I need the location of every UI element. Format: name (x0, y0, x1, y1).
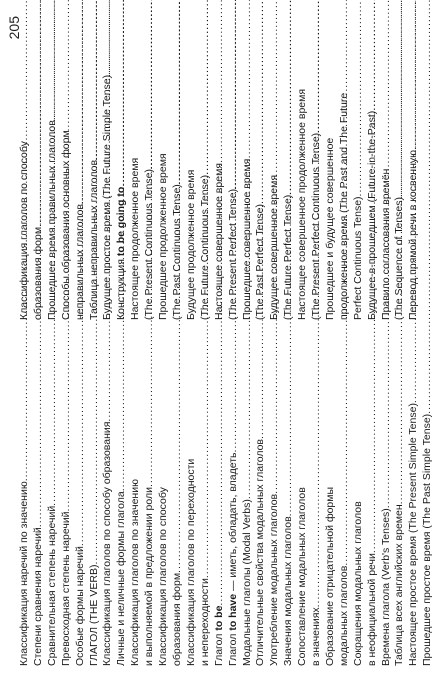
toc-entry (282, 366, 296, 666)
toc-entry-line (143, 20, 157, 320)
toc-entry-title: Образование отрицательной формы (323, 486, 336, 666)
dot-leader (310, 0, 324, 133)
toc-entry (393, 366, 407, 666)
toc-entry-title: Прошедшее простое время (The Past Simple Tense) (421, 413, 434, 666)
toc-entry (366, 20, 380, 320)
toc-entry-title: Прошедшее продолженное время (157, 153, 170, 320)
toc-entry-title: (The Sequence of Tenses) (393, 197, 406, 320)
toc-entry-line (241, 366, 255, 666)
toc-entry-line (157, 20, 171, 320)
toc-entry (241, 20, 269, 320)
toc-entry-title: Отличительные свойства модальных глаголов (254, 439, 267, 666)
toc-entry (324, 366, 352, 666)
toc-entry-line (227, 20, 241, 320)
toc-entry-line (199, 366, 213, 666)
toc-entry (296, 20, 324, 320)
toc-entry (296, 366, 324, 666)
dot-leader (88, 0, 102, 160)
toc-entry-title: образования форм (31, 226, 44, 320)
toc-entry-line (324, 20, 338, 320)
toc-entry (101, 20, 115, 320)
toc-entry-title: в неофициальной речи (365, 553, 378, 666)
toc-entry-line (366, 366, 380, 666)
toc-entry-line (227, 366, 241, 666)
dot-leader (199, 0, 213, 175)
toc-entry-title: Будущее продолженное время (184, 169, 197, 320)
toc-entry (129, 20, 157, 320)
toc-entry-line (338, 366, 352, 666)
toc-entry-line (88, 20, 102, 320)
toc-entry-line (185, 20, 199, 320)
toc-entry (421, 366, 435, 666)
toc-entry-title: Классификация глаголов по способу образования (101, 421, 114, 666)
toc-entry-line (74, 20, 88, 320)
toc-entry (157, 366, 185, 666)
toc-entry-title: Сопоставление модальных глаголов (296, 487, 309, 666)
toc-entry (74, 366, 88, 666)
toc-entry (88, 366, 102, 666)
toc-entry-title: Настоящее продолженное время (129, 157, 142, 320)
toc-entry-line (310, 20, 324, 320)
toc-entry-title: Настоящее простое время (The Present Simple Tense) (407, 403, 420, 666)
toc-entry-line (157, 366, 171, 666)
toc-entry-line (338, 20, 352, 320)
toc-entry (268, 366, 282, 666)
toc-entry-title: Классификация наречий по значению (18, 481, 30, 666)
toc-entry-title: и выполняемой в предложении роли (143, 487, 156, 666)
dot-leader (366, 0, 380, 111)
toc-entry-title: (The Present Perfect Continuous Tense) (310, 132, 323, 320)
toc-entry (32, 366, 46, 666)
toc-entry-line (324, 366, 338, 666)
toc-entry-line (129, 20, 143, 320)
toc-entry (18, 366, 32, 666)
toc-entry-title: Личные и неличные формы глагола (115, 491, 128, 666)
toc-entry (60, 366, 74, 666)
toc-entry-title: (The Future Continuous Tense) (198, 174, 211, 320)
toc-entry-line (407, 366, 421, 666)
toc-entry (46, 20, 60, 320)
toc-entry (380, 366, 394, 666)
page-number: 205 (6, 16, 22, 40)
toc-entry (241, 366, 255, 666)
dot-leader (101, 0, 115, 75)
dot-leader (282, 0, 296, 195)
toc-entry-title: Сокращения модальных глаголов (351, 501, 364, 666)
toc-entry-title: (The Future Perfect Tense) (282, 194, 295, 320)
toc-entry (18, 20, 46, 320)
toc-entry (115, 366, 129, 666)
toc-entry (268, 20, 296, 320)
toc-entry-title: Времена глагола (Verb's Tenses) (379, 508, 392, 666)
toc-entry-title: Употребление модальных глаголов (268, 493, 281, 666)
toc-entry-line (393, 20, 407, 320)
toc-entry-line (101, 20, 115, 320)
toc-entry-title: Степени сравнения наречий (31, 527, 44, 666)
toc-entry-title: Классификация глаголов по переходности (184, 458, 197, 666)
toc-entry (60, 20, 88, 320)
dot-leader (74, 0, 88, 204)
toc-entry-line (407, 20, 421, 320)
toc-entry (115, 20, 129, 320)
toc-entry-line (296, 20, 310, 320)
toc-entry-title: Глагол to have — иметь, обладать, владеть (226, 452, 239, 666)
toc-column-left (18, 366, 435, 666)
toc-entry-title: Способы образования основных форм (59, 130, 72, 320)
toc-entry-title: Особые формы наречий (73, 546, 86, 666)
toc-entry-line (380, 366, 394, 666)
toc-entry-line (268, 20, 282, 320)
toc-entry (407, 20, 421, 320)
toc-entry-title: Конструкция to be going to (115, 186, 128, 320)
toc-entry-line (296, 366, 310, 666)
toc-entry-line (171, 366, 185, 666)
toc-entry-line (380, 20, 394, 320)
toc-entry-title: Настоящее совершенное время (212, 163, 225, 320)
toc-entry-line (60, 20, 74, 320)
toc-entry-title: ГЛАГОЛ (THE VERB) (87, 564, 100, 666)
toc-column-right (18, 20, 421, 320)
toc-entry-title: (The Past Perfect Tense) (254, 204, 267, 320)
toc-entry (46, 366, 60, 666)
toc-entry (129, 366, 157, 666)
toc-entry-line (352, 20, 366, 320)
toc-entry-title: Perfect Continuous Tense) (351, 196, 364, 320)
toc-entry-title: Правило согласования времён (379, 168, 392, 320)
toc-entry-line (282, 20, 296, 320)
toc-entry (324, 20, 366, 320)
toc-entry-title: Классификация глаголов по способу (18, 141, 30, 320)
toc-entry-title: Будущее простое время (The Future Simple Tense) (101, 74, 114, 320)
toc-entry-title: Прошедшее совершенное время (240, 158, 253, 320)
toc-entry-title: в значениях (310, 607, 323, 666)
toc-entry-title: Таблица всех английских времен (393, 504, 406, 666)
toc-entry-title: Глагол to be (212, 605, 225, 666)
toc-entry (101, 366, 115, 666)
toc-entry-line (254, 20, 268, 320)
toc-entry-line (185, 366, 199, 666)
toc-entry-line (115, 366, 129, 666)
dot-leader (115, 0, 129, 187)
dot-leader (393, 0, 407, 197)
toc-entry-title: (The Present Continuous Tense) (143, 169, 156, 320)
toc-entry-title: Сравнительная степень наречий (45, 505, 58, 666)
toc-entry-title: Превосходная степень наречий (59, 511, 72, 666)
dot-leader (143, 0, 157, 169)
toc-entry-line (213, 366, 227, 666)
toc-entry (407, 366, 421, 666)
toc-entry-title: (The Present Perfect Tense) (226, 188, 239, 320)
toc-entry-line (213, 20, 227, 320)
toc-entry (254, 366, 268, 666)
toc-entry-line (241, 20, 255, 320)
dot-leader (171, 0, 185, 184)
toc-entry-line (101, 366, 115, 666)
toc-entry (88, 20, 102, 320)
dot-leader (407, 0, 421, 150)
toc-entry-title: Перевод прямой речи в косвенную (407, 149, 420, 320)
toc-entry-title: неправильных глаголов (73, 204, 86, 320)
toc-entry (380, 20, 408, 320)
toc-entry-line (268, 366, 282, 666)
dot-leader (421, 0, 435, 414)
toc-entry-line (32, 20, 46, 320)
toc-entry-title: Классификация глаголов по способу (157, 487, 170, 666)
toc-entry-title: Будущее-в-прошедшем (Future-in-the-Past) (365, 110, 378, 320)
toc-entry-title: образования форм (170, 572, 183, 666)
toc-entry-line (46, 20, 60, 320)
toc-entry-line (46, 366, 60, 666)
toc-entry-line (60, 366, 74, 666)
toc-entry (157, 20, 185, 320)
toc-entry-line (18, 20, 32, 320)
toc-entry-title: модальных глаголов (337, 565, 350, 666)
toc-entry-line (143, 366, 157, 666)
toc-entry-line (18, 366, 32, 666)
toc-entry-title: и непереходности (198, 578, 211, 666)
toc-entry-title: Значения модальных глаголов (282, 516, 295, 666)
toc-entry (213, 20, 241, 320)
toc-entry-line (88, 366, 102, 666)
toc-entry-line (171, 20, 185, 320)
toc-entry-title: Прошедшее и будущее совершенное (323, 137, 336, 320)
toc-entry (213, 366, 227, 666)
toc-entry-line (129, 366, 143, 666)
dot-leader (254, 0, 268, 204)
toc-entry-title: Таблица неправильных глаголов (87, 159, 100, 320)
toc-entry (352, 366, 380, 666)
dot-leader (227, 0, 241, 189)
toc-entry-line (32, 366, 46, 666)
toc-entry-line (393, 366, 407, 666)
toc-entry (185, 366, 213, 666)
toc-entry-title: Будущее совершенное время (268, 174, 281, 320)
toc-entry-title: Настоящее совершенное продолженное время (296, 88, 309, 320)
toc-entry-title: Классификация глаголов по значению (129, 479, 142, 666)
toc-entry (227, 366, 241, 666)
toc-entry-title: продолженное время (The Past and The Future (337, 92, 350, 320)
toc-entry-line (421, 366, 435, 666)
toc-entry-line (254, 366, 268, 666)
toc-entry-line (115, 20, 129, 320)
toc-entry-line (366, 20, 380, 320)
dot-leader (46, 0, 60, 120)
toc-entry-line (199, 20, 213, 320)
toc-entry-line (282, 366, 296, 666)
toc-entry-line (310, 366, 324, 666)
toc-entry (185, 20, 213, 320)
toc-entry-title: Модальные глаголы (Modal Verbs) (240, 499, 253, 666)
toc-entry-line (74, 366, 88, 666)
toc-entry-line (352, 366, 366, 666)
toc-entry-title: Прошедшее время правильных глаголов (45, 120, 58, 320)
toc-entry-title: (The Past Continuous Tense) (170, 184, 183, 320)
dot-leader (32, 0, 46, 227)
dot-leader (352, 0, 366, 196)
